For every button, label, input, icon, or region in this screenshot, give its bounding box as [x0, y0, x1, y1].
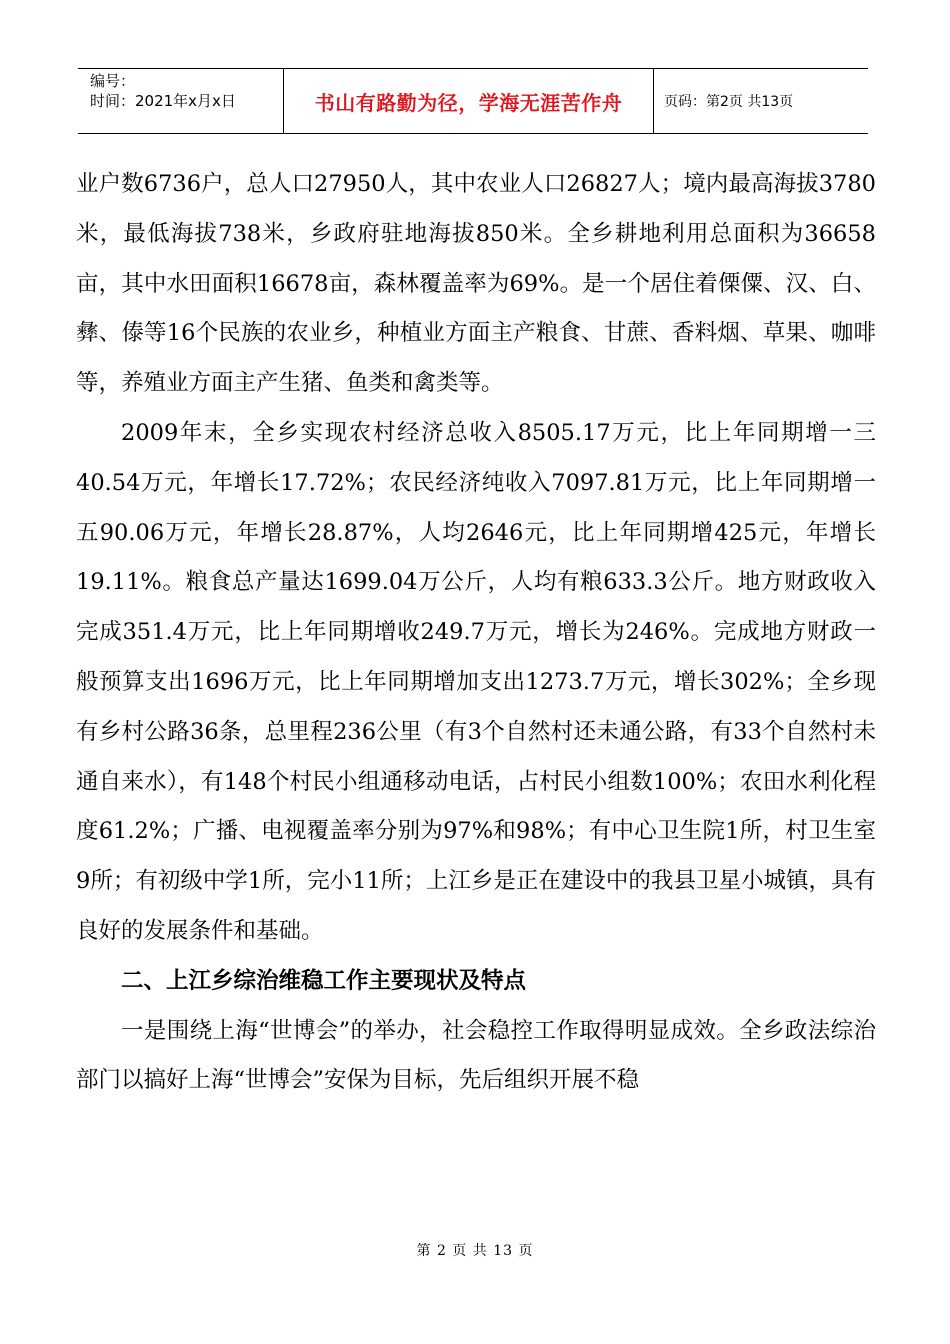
header-meta — [78, 69, 284, 133]
page-footer: 第 2 页 共 13 页 — [416, 1243, 534, 1259]
section-heading: 二、上江乡综治维稳工作主要现状及特点 — [121, 967, 527, 994]
document-number-label: 编号： — [90, 72, 136, 90]
document-time: 时间：2021年x月x日 — [90, 92, 236, 110]
paragraph-stability: 一是围绕上海“世博会”的举办，社会稳控工作取得明显成效。全乡政法综治部门以搞好上海“世博会”安保为目标，先后组织开展不稳 — [76, 1017, 876, 1094]
paragraph-population: 业户数6736户，总人口27950人，其中农业人口26827人；境内最高海拔3780米，最低海拔738米，乡政府驻地海拔850米。全乡耕地利用总面积为36658亩，其中水田面积16678亩，森林覆盖率为69%。是一个居住着傈僳、汉、白、彝、傣等16个民族的农业乡，种植业方面主产粮食、甘蔗、香料烟、草果、咖啡等，养殖业方面主产生猪、鱼类和禽类等。 — [76, 171, 876, 397]
header-page-info: 页码：第2页 共13页 — [664, 94, 794, 110]
paragraph-economy: 2009年末，全乡实现农村经济总收入8505.17万元，比上年同期增一三40.54万元，年增长17.72%；农民经济纯收入7097.81万元，比上年同期增一五90.06万元，年增长28.87%，人均2646元，比上年同期增425元，年增长19.11%。粮食总产量达1699.04万公斤，人均有粮633.3公斤。地方财政收入完成351.4万元，比上年同期增收249.7万元，增长为246%。完成地方财政一般预算支出1696万元，比上年同期增加支出1273.7万元，增长302%；全乡现有乡村公路36条，总里程236公里（有3个自然村还未通公路，有33个自然村未通自来水），有148个村民小组通移动电话，占村民小组数100%；农田水利化程度61.2%；广播、电视覆盖率分别为97%和98%；有中心卫生院1所，村卫生室9所；有初级中学1所，完小11所；上江乡是正在建设中的我县卫星小城镇，具有良好的发展条件和基础。 — [76, 419, 876, 944]
document-body — [76, 160, 876, 1106]
page-header — [78, 68, 868, 134]
header-motto: 书山有路勤为径，学海无涯苦作舟 — [284, 69, 654, 133]
